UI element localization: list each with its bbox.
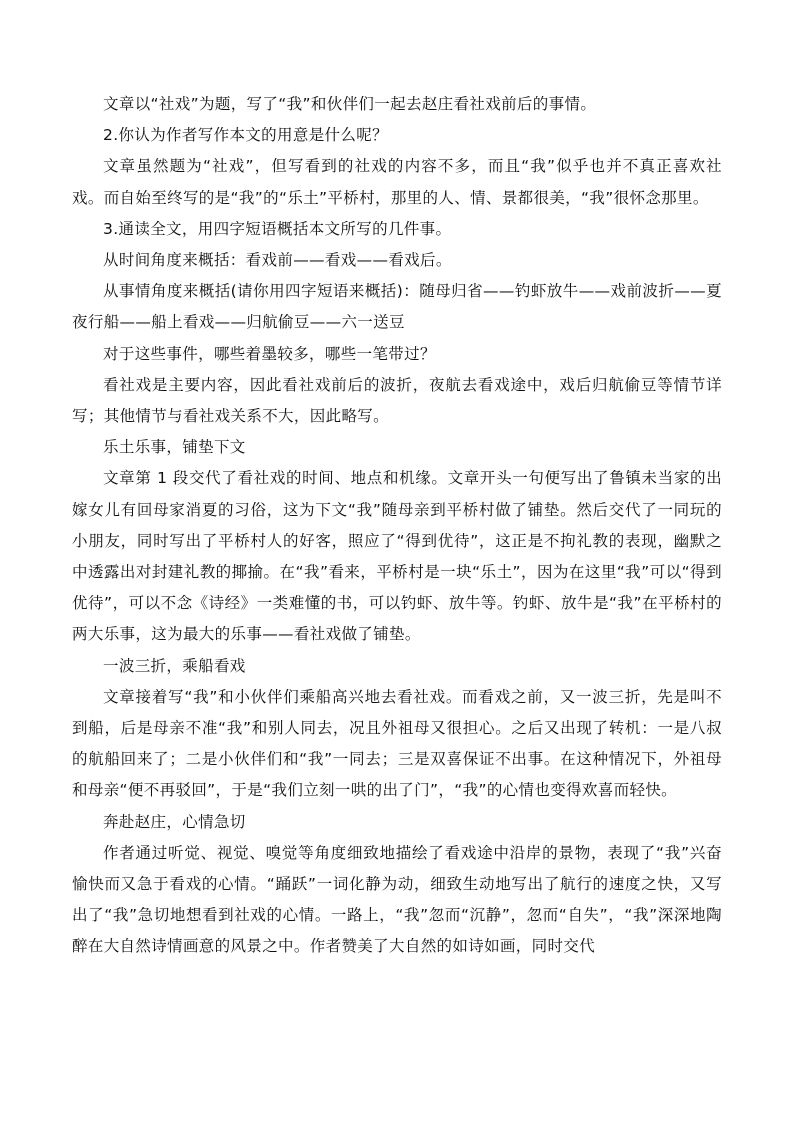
question-emphasis: 对于这些事件，哪些着墨较多，哪些一笔带过？ [103, 344, 436, 363]
section-body-paradise: 文章第 1 段交代了看社戏的时间、地点和机缘。文章开头一句便写出了鲁镇未当家的出嫁女儿有回母家消夏的习俗，这为下文“我”随母亲到平桥村做了铺垫。然后交代了一同玩的小朋友，同时写出了平桥村人的好客，照应了“得到优待”，这正是不拘礼教的表现，幽默之中透露出对封建礼教的揶揄。在“我”看来，平桥村是一块“乐土”，因为在这里“我”可以“得到优待”，可以不念《诗经》一类难懂的书，可以钓虾、放牛等。钓虾、放牛是“我”在平桥村的两大乐事，这为最大的乐事——看社戏做了铺垫。 [72, 469, 722, 644]
section-heading-paradise: 乐土乐事，铺垫下文 [103, 438, 246, 457]
question-2: 2.你认为作者写作本文的用意是什么呢？ [103, 126, 388, 145]
section-body-journey: 作者通过听觉、视觉、嗅觉等角度细致地描绘了看戏途中沿岸的景物，表现了“我”兴奋愉快而又急于看戏的心情。“踊跃”一词化静为动，细致生动地写出了航行的速度之快，又写出了“我”急切地想看到社戏的心情。一路上，“我”忽而“沉静”，忽而“自失”，“我”深深地陶醉在大自然诗情画意的风景之中。作者赞美了大自然的如诗如画，同时交代 [72, 843, 722, 956]
question-3: 3.通读全文，用四字短语概括本文所写的几件事。 [103, 219, 452, 238]
section-heading-journey: 奔赴赵庄，心情急切 [103, 812, 246, 831]
section-heading-boat: 一波三折，乘船看戏 [103, 656, 246, 675]
answer-3-time: 从时间角度来概括：看戏前——看戏——看戏后。 [103, 251, 452, 270]
section-body-boat: 文章接着写“我”和小伙伴们乘船高兴地去看社戏。而看戏之前，又一波三折，先是叫不到船，后是母亲不准“我”和别人同去，况且外祖母又很担心。之后又出现了转机：一是八叔的航船回来了；二是小伙伴们和“我”一同去；三是双喜保证不出事。在这种情况下，外祖母和母亲“便不再驳回”，于是“我们立刻一哄的出了门”，“我”的心情也变得欢喜而轻快。 [72, 687, 722, 800]
answer-2: 文章虽然题为“社戏”，但写看到的社戏的内容不多，而且“我”似乎也并不真正喜欢社戏。而自始至终写的是“我”的“乐土”平桥村，那里的人、情、景都很美，“我”很怀念那里。 [72, 157, 722, 207]
paragraph-topic-summary: 文章以“社戏”为题，写了“我”和伙伴们一起去赵庄看社戏前后的事情。 [103, 95, 597, 113]
answer-emphasis: 看社戏是主要内容，因此看社戏前后的波折，夜航去看戏途中，戏后归航偷豆等情节详写；其他情节与看社戏关系不大，因此略写。 [72, 375, 722, 426]
answer-3-events: 从事情角度来概括(请你用四字短语来概括)：随母归省——钓虾放牛——戏前波折——夏夜行船——船上看戏——归航偷豆——六一送豆 [72, 282, 722, 332]
document-body [72, 89, 722, 963]
